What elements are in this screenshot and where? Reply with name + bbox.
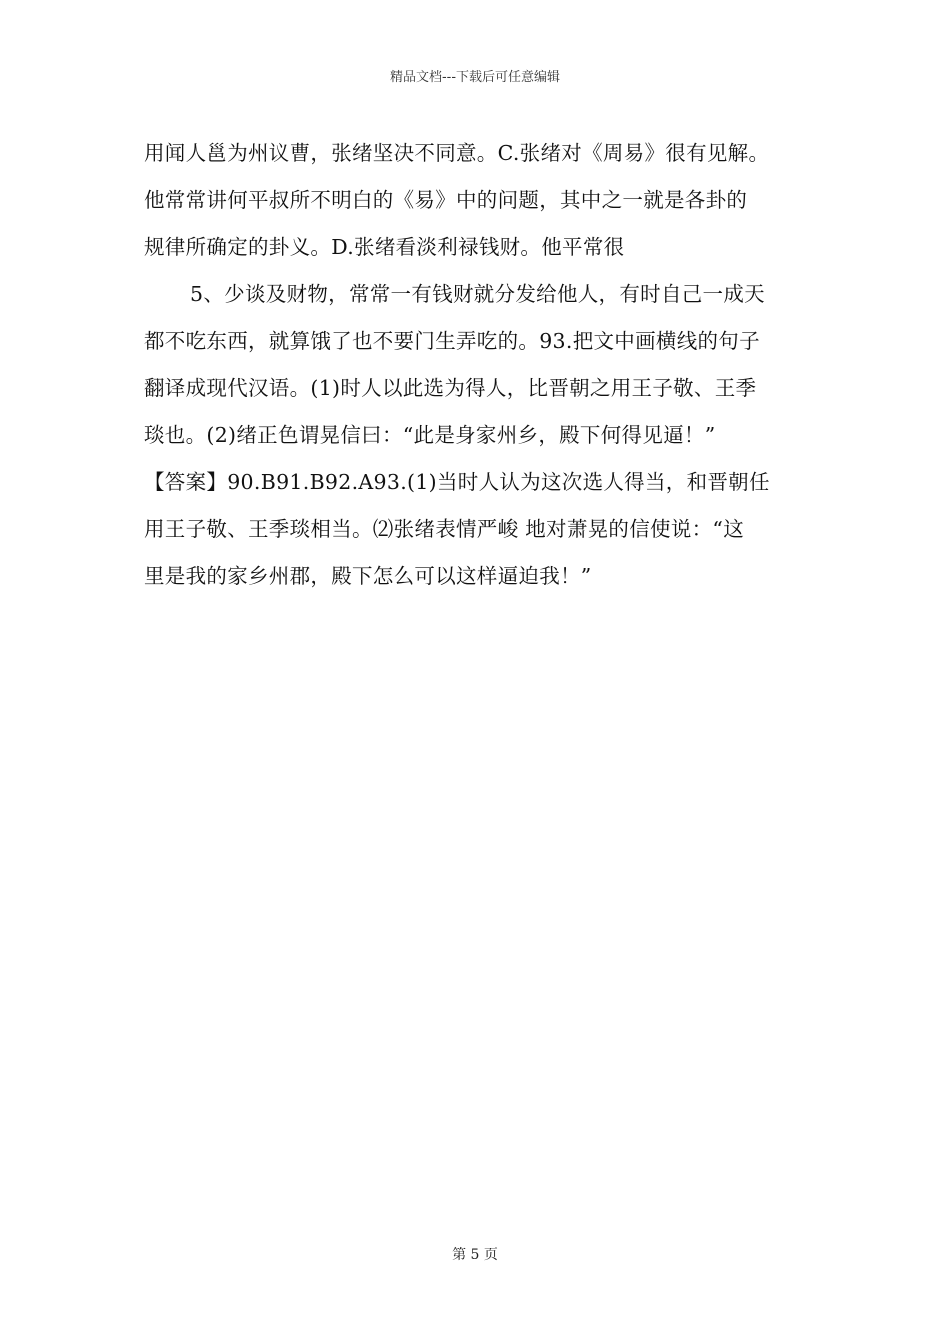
text-line-5: 都不吃东西，就算饿了也不要门生弄吃的。93.把文中画横线的句子	[144, 329, 760, 353]
text-line-3: 规律所确定的卦义。D.张绪看淡利禄钱财。他平常很	[144, 235, 625, 259]
text-line-4: 5、少谈及财物，常常一有钱财就分发给他人，有时自己一成天	[190, 282, 765, 306]
text-line-9: 用王子敬、王季琰相当。⑵张绪表情严峻 地对萧晃的信使说：“这	[144, 517, 744, 541]
text-line-6: 翻译成现代汉语。(1)时人以此选为得人，比晋朝之用王子敬、王季	[144, 376, 757, 400]
text-line-2: 他常常讲何平叔所不明白的《易》中的问题，其中之一就是各卦的	[144, 188, 748, 212]
text-line-7: 琰也。(2)绪正色谓晃信曰：“此是身家州乡，殿下何得见逼！”	[144, 423, 716, 447]
text-line-1: 用闻人邕为州议曹，张绪坚决不同意。C.张绪对《周易》很有见解。	[144, 141, 770, 165]
text-line-10: 里是我的家乡州郡，殿下怎么可以这样逼迫我！”	[144, 564, 592, 588]
page-number: 第 5 页	[452, 1247, 498, 1263]
text-line-8: 【答案】90.B91.B92.A93.(1)当时人认为这次选人得当，和晋朝任	[144, 470, 770, 494]
document-body	[144, 130, 814, 600]
page-header: 精品文档---下载后可任意编辑	[389, 70, 561, 85]
